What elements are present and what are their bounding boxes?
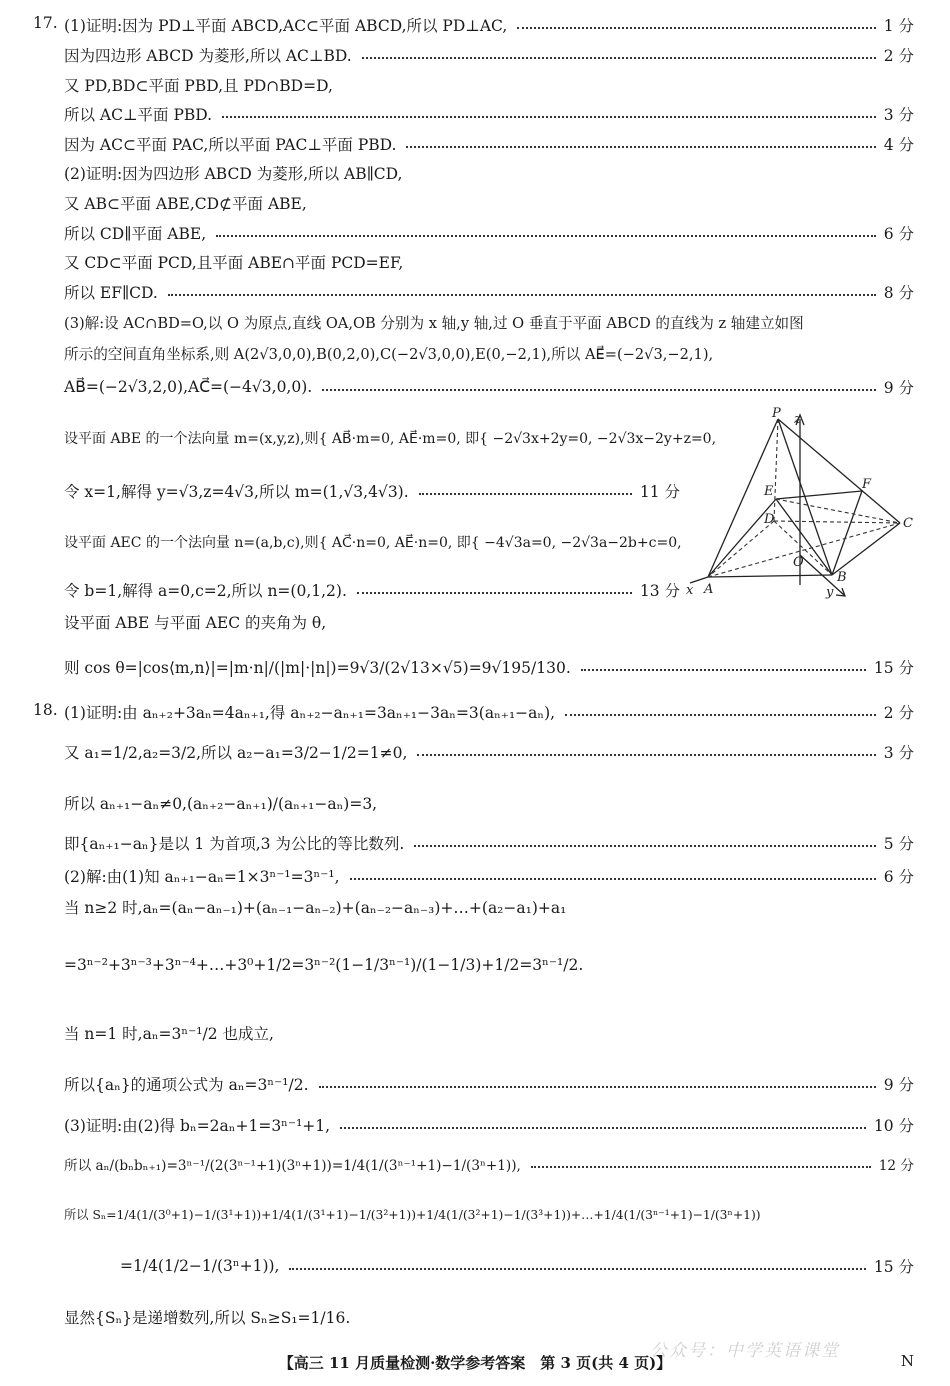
solution-line: 所以 aₙ₊₁−aₙ≠0,(aₙ₊₂−aₙ₊₁)/(aₙ₊₁−aₙ)=3, bbox=[64, 795, 378, 813]
edge-FB bbox=[832, 491, 862, 575]
edge-EC-hidden bbox=[776, 499, 900, 523]
label-P: P bbox=[772, 406, 781, 421]
solution-line: 所示的空间直角坐标系,则 A(2√3,0,0),B(0,2,0),C(−2√3,0,0),E(0,−2,1),所以 AE⃗=(−2√3,−2,1), bbox=[64, 346, 714, 363]
edge-AC-hidden bbox=[708, 523, 900, 577]
watermark: 公众号：中学英语课堂 bbox=[650, 1341, 840, 1361]
score: 1 分 bbox=[883, 17, 914, 35]
solution-line: (1)证明:由 aₙ₊₂+3aₙ=4aₙ₊₁,得 aₙ₊₂−aₙ₊₁=3aₙ₊₁−3aₙ=3(aₙ₊₁−aₙ), 2 分 bbox=[64, 701, 914, 723]
edge-EF bbox=[776, 491, 862, 499]
edge-AB bbox=[708, 575, 832, 577]
label-B: B bbox=[837, 570, 847, 585]
solution-line: 当 n≥2 时,aₙ=(aₙ−aₙ₋₁)+(aₙ₋₁−aₙ₋₂)+(aₙ₋₂−aₙ₋₃)+…+(a₂−a₁)+a₁ bbox=[64, 899, 567, 917]
solution-line: (2)解:由(1)知 aₙ₊₁−aₙ=1×3ⁿ⁻¹=3ⁿ⁻¹, 6 分 bbox=[64, 865, 914, 887]
score: 9 分 bbox=[883, 379, 914, 397]
label-O: O bbox=[793, 555, 804, 570]
solution-line: AB⃗=(−2√3,2,0),AC⃗=(−4√3,0,0). 9 分 bbox=[64, 378, 914, 397]
solution-line: 又 AB⊂平面 ABE,CD⊄平面 ABE, bbox=[64, 195, 307, 213]
label-A: A bbox=[704, 582, 714, 597]
score: 2 分 bbox=[883, 47, 914, 65]
solution-line: 所以 AC⊥平面 PBD. 3 分 bbox=[64, 103, 914, 125]
solution-line: (1)证明:因为 PD⊥平面 ABCD,AC⊂平面 ABCD,所以 PD⊥AC, 1 分 bbox=[64, 14, 914, 36]
score: 6 分 bbox=[883, 225, 914, 243]
solution-line: 因为四边形 ABCD 为菱形,所以 AC⊥BD. 2 分 bbox=[64, 44, 914, 66]
pyramid-figure bbox=[682, 405, 922, 600]
score: 13 分 bbox=[639, 582, 680, 600]
score: 6 分 bbox=[883, 868, 914, 886]
score: 4 分 bbox=[883, 136, 914, 154]
score: 2 分 bbox=[883, 704, 914, 722]
edge-AE bbox=[708, 499, 776, 577]
solution-line: 设平面 ABE 的一个法向量 m=(x,y,z),则{ AB⃗·m=0, AE⃗·m=0, 即{ −2√3x+2y=0, −2√3x−2y+z=0, bbox=[64, 431, 717, 447]
solution-line: 令 x=1,解得 y=√3,z=4√3,所以 m=(1,√3,4√3). 11 分 bbox=[64, 480, 680, 502]
edge-PD-hidden bbox=[774, 419, 778, 521]
question-number-17: 17. bbox=[33, 14, 58, 32]
score: 3 分 bbox=[883, 744, 914, 762]
solution-line: 所以 CD∥平面 ABE, 6 分 bbox=[64, 222, 914, 244]
solution-line: 设平面 ABE 与平面 AEC 的夹角为 θ, bbox=[64, 614, 327, 632]
solution-line: 设平面 AEC 的一个法向量 n=(a,b,c),则{ AC⃗·n=0, AE⃗·n=0, 即{ −4√3a=0, −2√3a−2b+c=0, bbox=[64, 535, 682, 551]
solution-line: (2)证明:因为四边形 ABCD 为菱形,所以 AB∥CD, bbox=[64, 165, 403, 183]
label-y: y bbox=[826, 585, 834, 600]
score: 9 分 bbox=[883, 1076, 914, 1094]
edge-BC bbox=[832, 523, 900, 575]
solution-line: 令 b=1,解得 a=0,c=2,所以 n=(0,1,2). 13 分 bbox=[64, 579, 680, 601]
label-C: C bbox=[903, 516, 913, 531]
solution-line: 所以 EF∥CD. 8 分 bbox=[64, 281, 914, 303]
page-footer bbox=[0, 1352, 950, 1373]
score: 5 分 bbox=[883, 835, 914, 853]
score: 15 分 bbox=[873, 1258, 914, 1276]
score: 11 分 bbox=[639, 483, 680, 501]
footer-corner-mark: N bbox=[900, 1352, 914, 1370]
edge-DA-hidden bbox=[708, 521, 774, 577]
label-D: D bbox=[764, 512, 775, 527]
solution-line: 又 PD,BD⊂平面 PBD,且 PD∩BD=D, bbox=[64, 77, 333, 95]
solution-line: 所以 aₙ/(bₙbₙ₊₁)=3ⁿ⁻¹/(2(3ⁿ⁻¹+1)(3ⁿ+1))=1/4(1/(3ⁿ⁻¹+1)−1/(3ⁿ+1)), 12 分 bbox=[64, 1154, 914, 1174]
solution-line: 所以{aₙ}的通项公式为 aₙ=3ⁿ⁻¹/2. 9 分 bbox=[64, 1073, 914, 1095]
solution-line: =1/4(1/2−1/(3ⁿ+1)), 15 分 bbox=[120, 1257, 914, 1276]
solution-line: 显然{Sₙ}是递增数列,所以 Sₙ≥S₁=1/16. bbox=[64, 1309, 351, 1327]
label-z: z bbox=[794, 412, 801, 427]
score: 15 分 bbox=[873, 659, 914, 677]
solution-line: 又 a₁=1/2,a₂=3/2,所以 a₂−a₁=3/2−1/2=1≠0, 3 分 bbox=[64, 741, 914, 763]
solution-line: 又 CD⊂平面 PCD,且平面 ABE∩平面 PCD=EF, bbox=[64, 254, 404, 272]
score: 12 分 bbox=[878, 1158, 914, 1174]
solution-line: 因为 AC⊂平面 PAC,所以平面 PAC⊥平面 PBD. 4 分 bbox=[64, 133, 914, 155]
solution-line: =3ⁿ⁻²+3ⁿ⁻³+3ⁿ⁻⁴+…+3⁰+1/2=3ⁿ⁻²(1−1/3ⁿ⁻¹)/(1−1/3)+1/2=3ⁿ⁻¹/2. bbox=[64, 956, 584, 974]
footer-title: 【高三 11 月质量检测·数学参考答案 第 3 页(共 4 页)】 bbox=[278, 1354, 672, 1372]
solution-line: 当 n=1 时,aₙ=3ⁿ⁻¹/2 也成立, bbox=[64, 1025, 274, 1043]
label-x: x bbox=[686, 583, 694, 598]
score: 8 分 bbox=[883, 284, 914, 302]
solution-line: 所以 Sₙ=1/4(1/(3⁰+1)−1/(3¹+1))+1/4(1/(3¹+1)−1/(3²+1))+1/4(1/(3²+1)−1/(3³+1))+…+1/4(1/(3ⁿ⁻¹+1)−1/(3ⁿ+1)) bbox=[64, 1208, 761, 1222]
solution-line: (3)解:设 AC∩BD=O,以 O 为原点,直线 OA,OB 分别为 x 轴,y 轴,过 O 垂直于平面 ABCD 的直线为 z 轴建立如图 bbox=[64, 315, 804, 332]
question-number-18: 18. bbox=[33, 701, 58, 719]
solution-line: 即{aₙ₊₁−aₙ}是以 1 为首项,3 为公比的等比数列. 5 分 bbox=[64, 832, 914, 854]
edge-EB bbox=[776, 499, 832, 575]
solution-line: 则 cos θ=|cos⟨m,n⟩|=|m·n|/(|m|·|n|)=9√3/(2√13×√5)=9√195/130. 15 分 bbox=[64, 656, 914, 678]
solution-line: (3)证明:由(2)得 bₙ=2aₙ+1=3ⁿ⁻¹+1, 10 分 bbox=[64, 1114, 914, 1136]
label-F: F bbox=[862, 477, 872, 492]
score: 10 分 bbox=[873, 1117, 914, 1135]
score: 3 分 bbox=[883, 106, 914, 124]
label-E: E bbox=[764, 484, 774, 499]
